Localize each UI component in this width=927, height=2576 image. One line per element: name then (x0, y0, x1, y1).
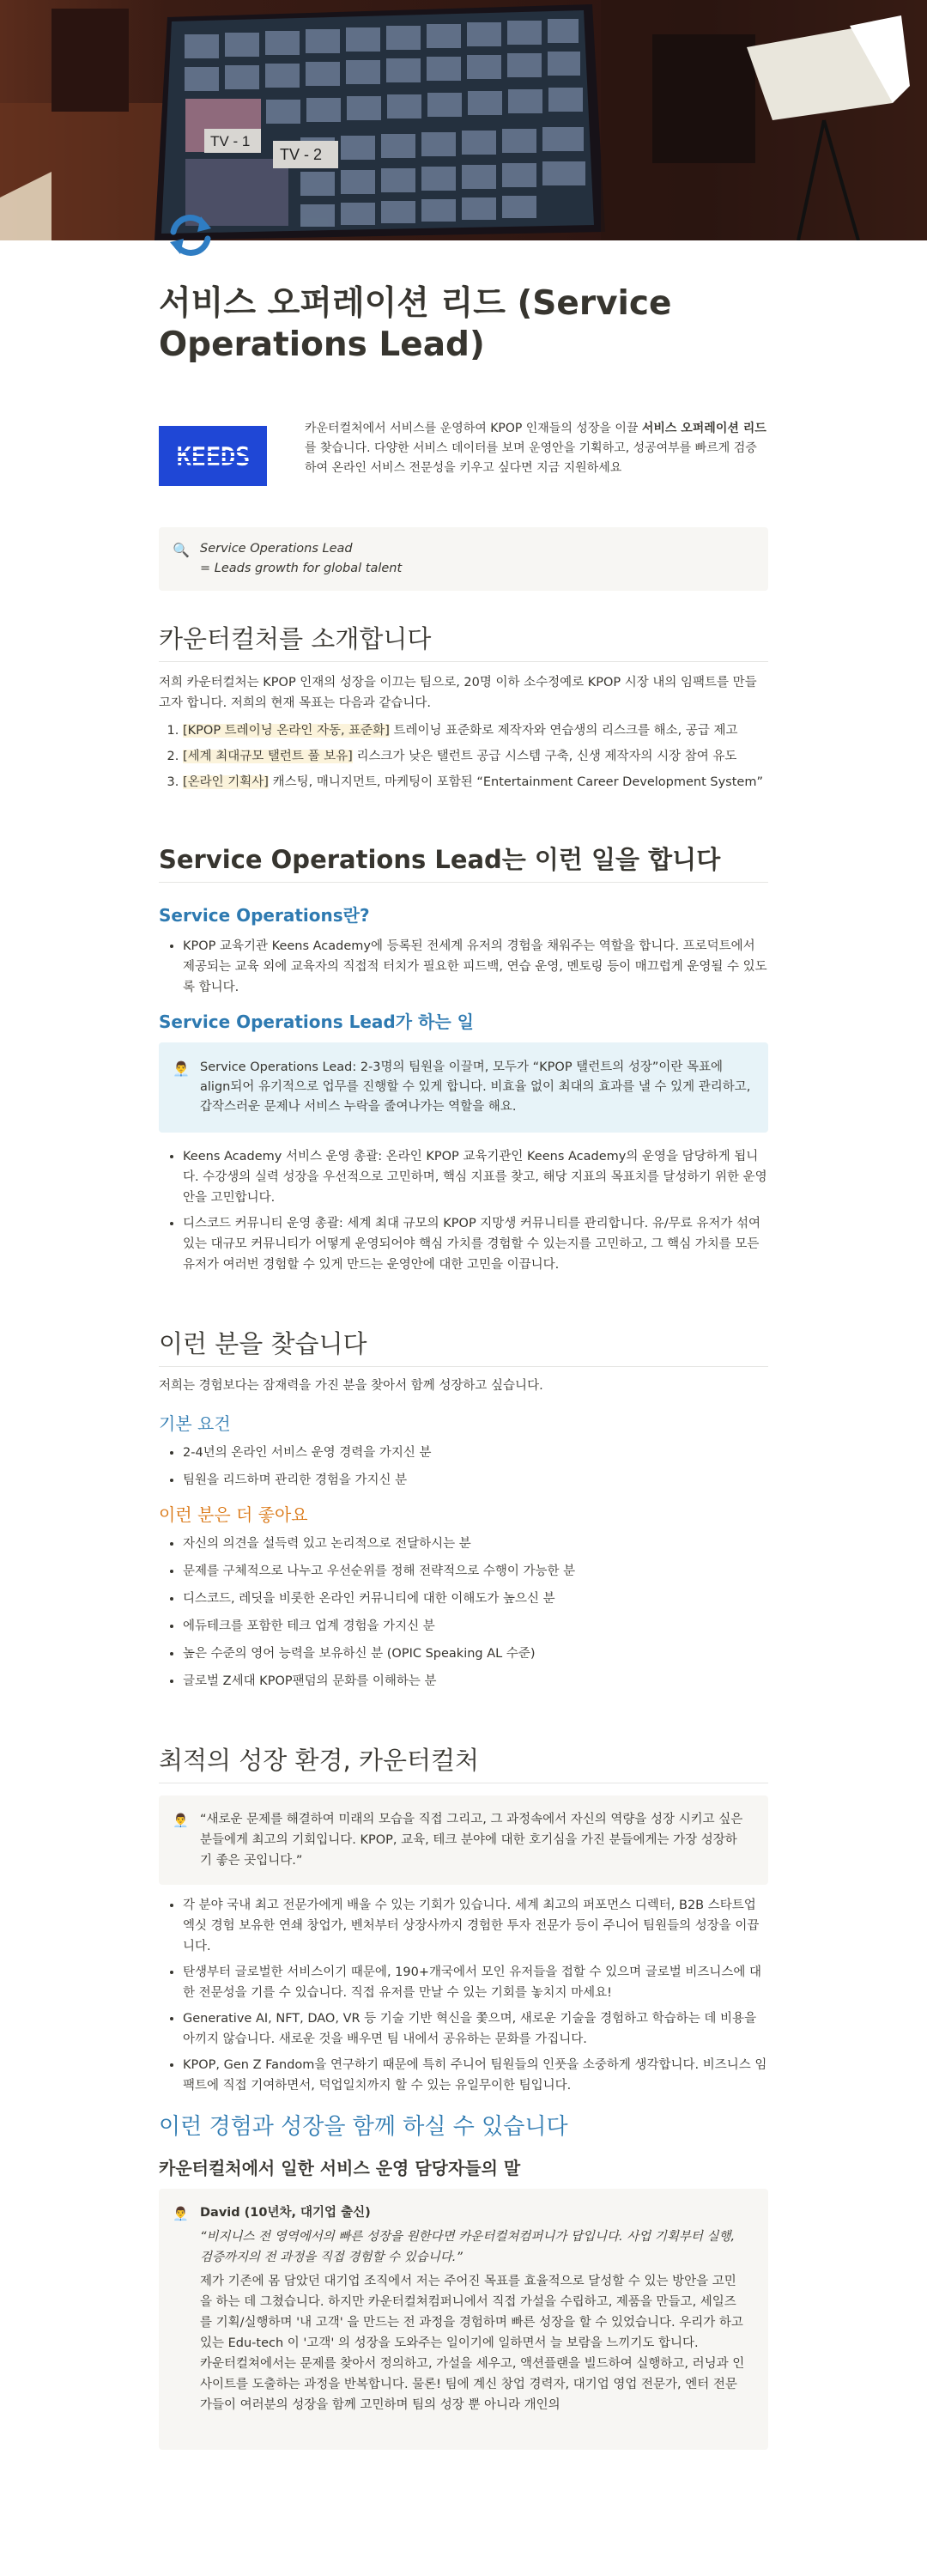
list-item: • 글로벌 Z세대 KPOP팬덤의 문화를 이해하는 분 (183, 1671, 768, 1692)
growth-quote: 👨‍💼 “새로운 문제를 해결하여 미래의 모습을 직접 그리고, 그 과정속에서 자신의 역량을 성장 시키고 싶은 분들에게 최고의 기회입니다. KPOP, 교육, 테크 분야에 대한 호기심을 가진 분들에게는 가장 성장하기 좋은 곳입니다.” (159, 1795, 768, 1885)
tv-label-2: TV - 2 (280, 146, 323, 163)
callout-line-2: = Leads growth for global talent (200, 562, 403, 575)
voice-name: David (10년차, 대기업 출신) (200, 2206, 371, 2220)
voice-body-2: 카운터컬쳐에서는 문제를 찾아서 정의하고, 가설을 세우고, 액션플랜을 빌드하여 실행하고, 러닝과 인사이트를 도출하는 과정을 반복합니다. 물론! 팀에 계신 창업 경력자, 대기업 영업 전문가, 엔터 전문가들이 여러분의 성장을 함께 고민하며 팀의 성장 뿐 아니라 개인의 (200, 2357, 745, 2412)
cover-photo (0, 0, 927, 240)
growth-heading: 최적의 성장 환경, 카운터컬처 (159, 1743, 768, 1783)
growth-section (159, 1743, 768, 2450)
role-duties-list (159, 1146, 768, 1275)
preferred-heading: 이런 분은 더 좋아요 (159, 1504, 308, 1525)
role-sub1-list (159, 936, 768, 998)
cover-image (0, 0, 927, 240)
goals-list (159, 720, 768, 793)
list-item: • 디스코드, 레딧을 비롯한 온라인 커뮤니티에 대한 이해도가 높으신 분 (183, 1589, 768, 1609)
list-item: • 각 분야 국내 최고 전문가에게 배울 수 있는 기회가 있습니다. 세계 최고의 퍼포먼스 디렉터, B2B 스타트업 엑싯 경험 보유한 연쇄 창업가, 벤처부터 상장사까지 경험한 투자 전문가 등이 주니어 팀원들의 성장을 이끕니다. (183, 1895, 768, 1957)
about-heading: 카운터컬처를 소개합니다 (159, 622, 768, 662)
intro-text: 카운터컬처에서 서비스를 운영하여 KPOP 인재들의 성장을 이끌 서비스 오퍼레이션 리드를 찾습니다. 다양한 서비스 데이터를 보며 운영안을 기획하고, 성공여부를 빠르게 검증하여 온라인 서비스 전문성을 키우고 싶다면 지금 지원하세요 (305, 422, 766, 475)
list-item: • KPOP 교육기관 Keens Academy에 등록된 전세계 유저의 경험을 채워주는 역할을 합니다. 프로덕트에서 제공되는 교육 외에 교육자의 직접적 터치가 필요한 피드백, 연습 운영, 멘토링 등이 매끄럽게 운영될 수 있도록 합니다. (183, 936, 768, 998)
basic-heading: 기본 요건 (159, 1413, 231, 1434)
voices-heading: 카운터컬처에서 일한 서비스 운영 담당자들의 말 (159, 2158, 521, 2178)
page-content (159, 283, 768, 2450)
page-icon (161, 206, 220, 264)
intro-section (159, 419, 768, 522)
preferred-list (159, 1534, 768, 1692)
seeking-intro: 저희는 경험보다는 잠재력을 가진 분을 찾아서 함께 성장하고 싶습니다. (159, 1379, 543, 1393)
voice-card (159, 2189, 768, 2450)
goal-item: 1. [KPOP 트레이닝 온라인 자동, 표준화] 트레이닝 표준화로 제작자와 연습생의 리스크를 해소, 공급 제고 (183, 720, 768, 741)
list-item: • 팀원을 리드하며 관리한 경험을 가지신 분 (183, 1470, 768, 1491)
about-section (159, 622, 768, 793)
voice-body: 제가 기존에 몸 담았던 대기업 조직에서 저는 주어진 목표를 효율적으로 달성할 수 있는 방안을 고민을 하는 데 그쳤습니다. 하지만 카운터컬쳐컴퍼니에서 직접 가설을 수립하고, 제품을 만들고, 세일즈를 기획/실행하며 '내 고객' 을 만드는 전 과정을 경험하며 빠른 성장을 할 수 있었습니다. 우리가 하고 있는 Edu-tech 이 '고객' 의 성장을 도와주는 일이기에 일하면서 늘 보람을 느끼기도 합니다. (200, 2275, 743, 2350)
seeking-heading: 이런 분을 찾습니다 (159, 1327, 768, 1367)
refresh-icon (161, 206, 220, 264)
role-sub2: Service Operations Lead가 하는 일 (159, 1012, 474, 1032)
together-heading: 이런 경험과 성장을 함께 하실 수 있습니다 (159, 2114, 568, 2140)
logo-text: KEEDS (176, 442, 250, 472)
list-item: • 문제를 구체적으로 나누고 우선순위를 정해 전략적으로 수행이 가능한 분 (183, 1561, 768, 1582)
list-item: • Generative AI, NFT, DAO, VR 등 기술 기반 혁신을 쫓으며, 새로운 기술을 경험하고 학습하는 데 비용을 아끼지 않습니다. 새로운 것을 배우면 팀 내에서 공유하는 문화를 가집니다. (183, 2008, 768, 2050)
page-title: 서비스 오퍼레이션 리드 (Service Operations Lead) (159, 284, 672, 364)
role-heading: Service Operations Lead는 이런 일을 합니다 (159, 842, 768, 883)
list-item: • 디스코드 커뮤니티 운영 총괄: 세계 최대 규모의 KPOP 지망생 커뮤니티를 관리합니다. 유/무료 유저가 섞여 있는 대규모 커뮤니티가 어떻게 운영되어야 핵심 가치를 경험할 수 있는지를 고민하고, 그 핵심 가치를 모든 유저가 여러번 경험할 수 있게 만드는 운영안에 대한 고민을 이끕니다. (183, 1213, 768, 1275)
list-item: • 높은 수준의 영어 능력을 보유하신 분 (OPIC Speaking AL 수준) (183, 1643, 768, 1664)
goal-item: 3. [온라인 기획사] 캐스팅, 매니지먼트, 마케팅이 포함된 “Entertainment Career Development System” (183, 772, 768, 793)
keeds-logo (159, 426, 267, 486)
growth-list (159, 1895, 768, 2096)
list-item: • 자신의 의견을 설득력 있고 논리적으로 전달하시는 분 (183, 1534, 768, 1554)
goal-item: 2. [세계 최대규모 탤런트 풀 보유] 리스크가 낮은 탤런트 공급 시스템 구축, 신생 제작자의 시장 참여 유도 (183, 746, 768, 767)
list-item: • KPOP, Gen Z Fandom을 연구하기 때문에 특히 주니어 팀원들의 인풋을 소중하게 생각합니다. 비즈니스 임팩트에 직접 기여하면서, 덕업일치까지 할 수 있는 유일무이한 팀입니다. (183, 2055, 768, 2096)
role-section (159, 842, 768, 1275)
list-item: • Keens Academy 서비스 운영 총괄: 온라인 KPOP 교육기관인 Keens Academy의 운영을 담당하게 됩니다. 수강생의 실력 성장을 우선적으로 고민하며, 핵심 지표를 찾고, 해당 지표의 목표치를 달성하기 위한 운영안을 고민합니다. (183, 1146, 768, 1208)
list-item: • 탄생부터 글로벌한 서비스이기 때문에, 190+개국에서 모인 유저들을 접할 수 있으며 글로벌 비즈니스에 대한 전문성을 기를 수 있습니다. 직접 유저를 만날 수 있는 기회를 놓치지 마세요! (183, 1962, 768, 2003)
person-icon: 👨‍💼 (173, 2206, 189, 2221)
person-icon: 👨‍💼 (173, 1813, 189, 1828)
role-callout (159, 527, 768, 591)
about-intro: 저희 카운터컬처는 KPOP 인재의 성장을 이끄는 팀으로, 20명 이하 소수정예로 KPOP 시장 내의 임팩트를 만들고자 합니다. 저희의 현재 목표는 다음과 같습니다. (159, 676, 757, 710)
list-item: • 2-4년의 온라인 서비스 운영 경력을 가지신 분 (183, 1443, 768, 1463)
tv-label-1: TV - 1 (210, 133, 251, 149)
seeking-section (159, 1327, 768, 1692)
list-item: • 에듀테크를 포함한 테크 업계 경험을 가지신 분 (183, 1616, 768, 1637)
voice-quote: “비지니스 전 영역에서의 빠른 성장을 원한다면 카운터컬쳐컴퍼니가 답입니다. 사업 기획부터 실행, 검증까지의 전 과정을 직접 경험할 수 있습니다.” (200, 2230, 736, 2264)
magnifier-icon: 🔍 (173, 542, 190, 558)
callout-line-1: Service Operations Lead (200, 542, 353, 556)
role-lead-callout: 👨‍💼 Service Operations Lead: 2-3명의 팀원을 이끌며, 모두가 “KPOP 탤런트의 성장”이란 목표에 align되어 유기적으로 업무를 진행할 수 있게 합니다. 비효율 없이 최대의 효과를 낼 수 있게 관리하고, 갑작스러운 문제나 서비스 누락을 줄여나가는 역할을 해요. (159, 1042, 768, 1133)
person-icon: 👨‍💼 (173, 1060, 190, 1077)
role-sub1: Service Operations란? (159, 905, 370, 926)
basic-list (159, 1443, 768, 1491)
